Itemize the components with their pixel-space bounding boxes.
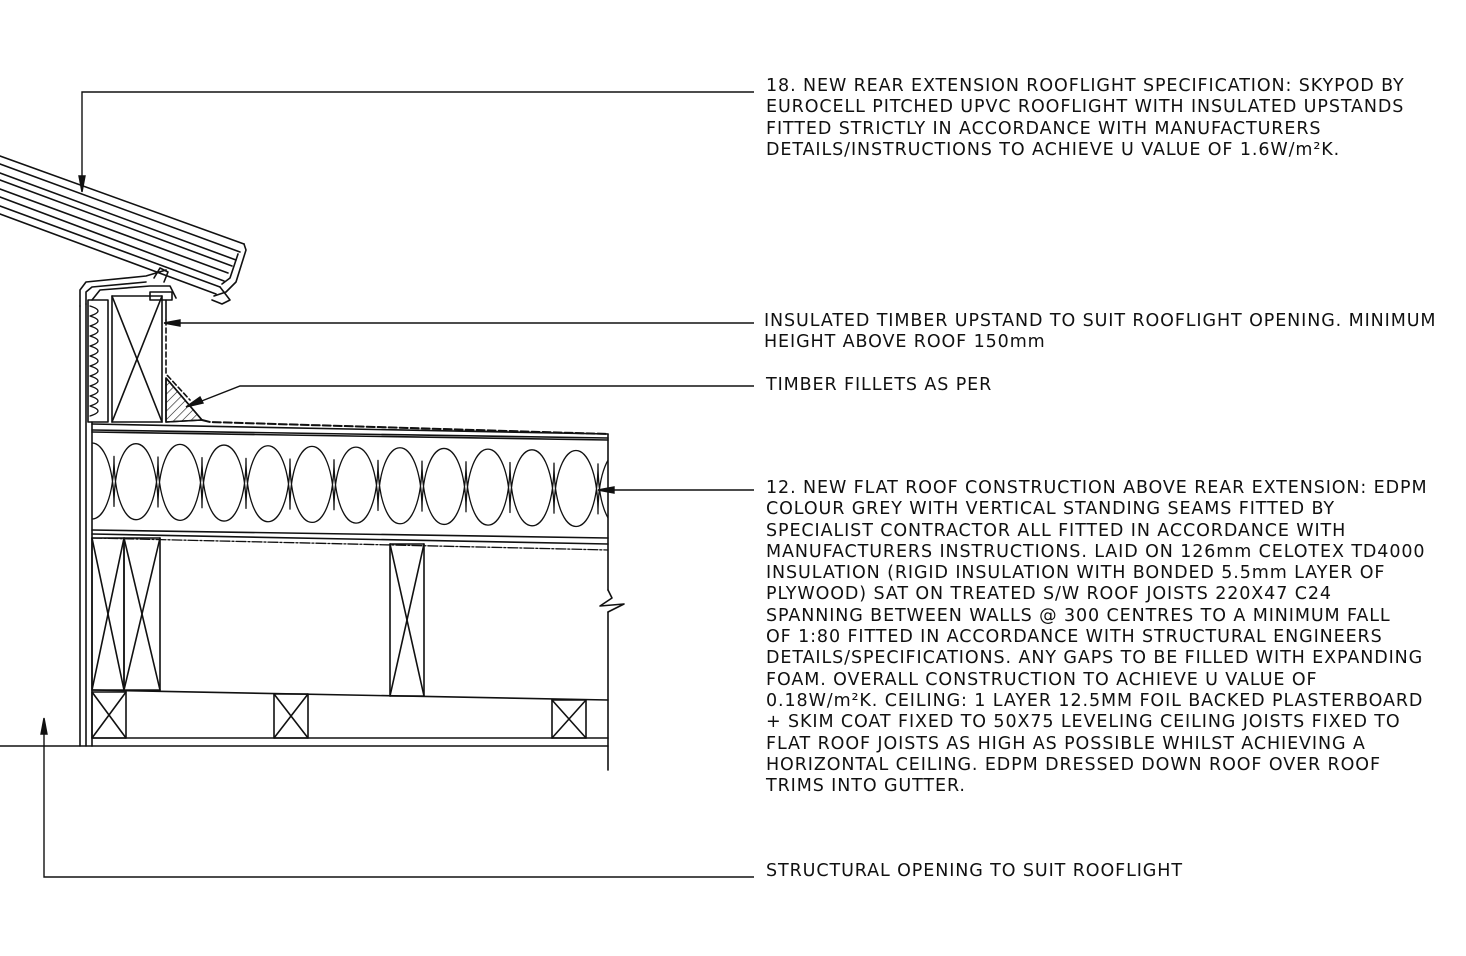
note-line: FITTED STRICTLY IN ACCORDANCE WITH MANUFACTURERS — [766, 118, 1322, 139]
note-line: 12. NEW FLAT ROOF CONSTRUCTION ABOVE REAR EXTENSION: EDPM — [766, 478, 1428, 498]
rooflight-glazing — [0, 156, 246, 304]
note-line: TRIMS INTO GUTTER. — [766, 776, 966, 797]
note-line: MANUFACTURERS INSTRUCTIONS. LAID ON 126mm CELOTEX TD4000 — [766, 541, 1426, 562]
note-line: HEIGHT ABOVE ROOF 150mm — [764, 332, 1046, 353]
roof-joist — [390, 544, 424, 696]
note-line: SPECIALIST CONTRACTOR ALL FITTED IN ACCORDANCE WITH — [766, 520, 1347, 541]
leader-flat-roof — [598, 487, 754, 493]
break-line — [600, 434, 624, 770]
note-line: FOAM. OVERALL CONSTRUCTION TO ACHIEVE U VALUE OF — [766, 669, 1318, 690]
note-timber-fillets — [766, 375, 992, 396]
note-line: INSULATED TIMBER UPSTAND TO SUIT ROOFLIGHT OPENING. MINIMUM — [764, 311, 1437, 331]
note-line: 0.18W/m²K. CEILING: 1 LAYER 12.5MM FOIL BACKED PLASTERBOARD — [766, 690, 1424, 711]
note-line: FLAT ROOF JOISTS AS HIGH AS POSSIBLE WHILST ACHIEVING A — [766, 733, 1366, 754]
note-line: HORIZONTAL CEILING. EDPM DRESSED DOWN ROOF OVER ROOF — [766, 754, 1381, 775]
note-line: PLYWOOD) SAT ON TREATED S/W ROOF JOISTS 220X47 C24 — [766, 584, 1332, 605]
note-line: STRUCTURAL OPENING TO SUIT ROOFLIGHT — [766, 861, 1183, 881]
note-timber-upstand — [764, 311, 1436, 354]
leader-structural-opening — [41, 718, 754, 877]
note-line: DETAILS/SPECIFICATIONS. ANY GAPS TO BE FILLED WITH EXPANDING — [766, 648, 1424, 669]
note-line: DETAILS/INSTRUCTIONS TO ACHIEVE U VALUE OF 1.6W/m²K. — [766, 139, 1341, 160]
note-line: SPANNING BETWEEN WALLS @ 300 CENTRES TO A MINIMUM FALL — [766, 605, 1391, 626]
ceiling-joist-line — [92, 690, 608, 700]
rigid-insulation — [70, 432, 642, 538]
leader-timber-upstand — [164, 320, 754, 326]
leader-timber-fillets — [186, 386, 754, 407]
ceiling-joist — [552, 700, 586, 738]
note-line: INSULATION (RIGID INSULATION WITH BONDED 5.5mm LAYER OF — [766, 563, 1386, 584]
ceiling-joist — [274, 694, 308, 738]
note-structural-opening — [766, 861, 1183, 882]
note-flat-roof-construction — [766, 478, 1427, 797]
ceiling-joist — [92, 692, 126, 738]
roof-joist — [92, 538, 160, 690]
leader-rooflight-spec — [79, 92, 754, 192]
note-line: OF 1:80 FITTED IN ACCORDANCE WITH STRUCTURAL ENGINEERS — [766, 627, 1383, 648]
wall-lines — [80, 304, 92, 746]
note-line: 18. NEW REAR EXTENSION ROOFLIGHT SPECIFICATION: SKYPOD BY — [766, 76, 1405, 96]
note-rooflight-specification — [766, 76, 1405, 161]
note-line: COLOUR GREY WITH VERTICAL STANDING SEAMS FITTED BY — [766, 499, 1335, 520]
note-line: + SKIM COAT FIXED TO 50X75 LEVELING CEILING JOISTS FIXED TO — [766, 712, 1401, 733]
insulation-loop-pattern — [70, 443, 642, 527]
note-line: TIMBER FILLETS AS PER — [766, 375, 993, 395]
note-line: EUROCELL PITCHED UPVC ROOFLIGHT WITH INSULATED UPSTANDS — [766, 97, 1405, 118]
